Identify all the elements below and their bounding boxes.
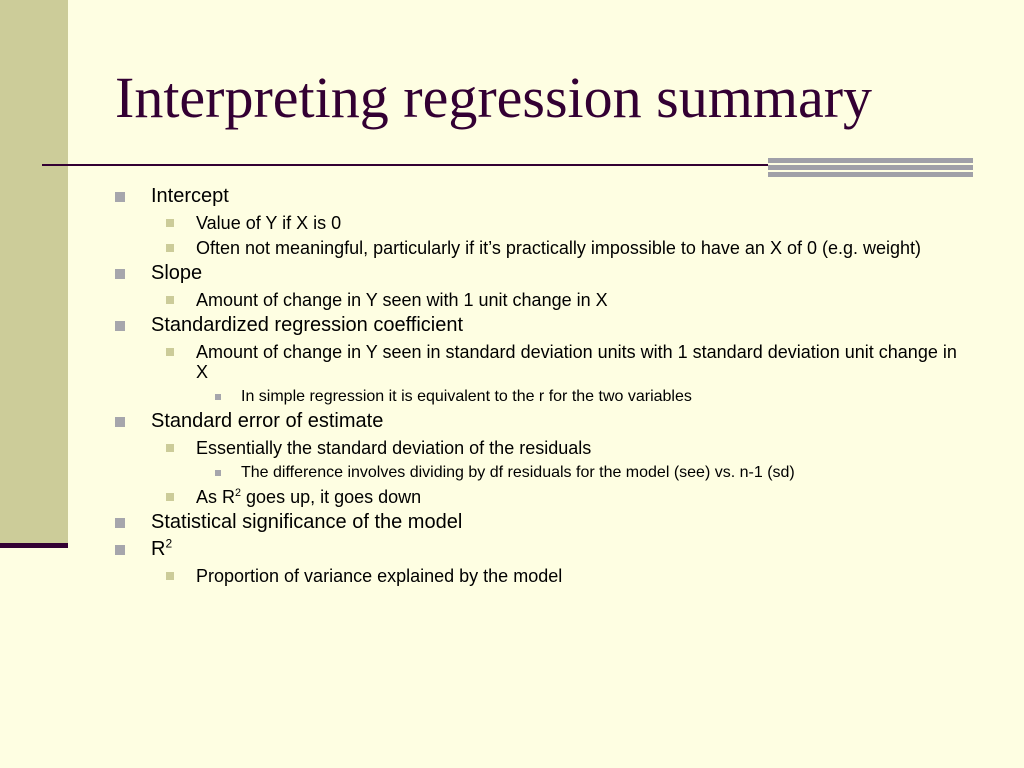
bullet-text-after: goes up, it goes down — [241, 487, 422, 507]
square-bullet-icon — [115, 269, 125, 279]
square-bullet-icon — [166, 572, 174, 580]
bullet-item-level2 — [0, 213, 1024, 233]
bullet-text: In simple regression it is equivalent to the r for the two variables — [241, 388, 692, 405]
bullet-text: Value of Y if X is 0 — [196, 213, 342, 233]
bullet-item-level2 — [0, 238, 1024, 258]
bullet-text: Often not meaningful, particularly if it’s practically impossible to have an X of 0 (e.g. weight) — [196, 238, 922, 258]
bullet-item-level1 — [0, 314, 1024, 337]
bullet-text: Standard error of estimate — [151, 410, 384, 432]
bullet-item-level2 — [0, 487, 1024, 507]
square-bullet-icon — [166, 348, 174, 356]
square-bullet-icon — [115, 545, 125, 555]
bullet-text: Slope — [151, 262, 203, 284]
bullet-item-level3 — [0, 463, 1024, 482]
divider-accent-bars — [768, 158, 973, 179]
bullet-item-level1 — [0, 262, 1024, 285]
square-bullet-icon — [166, 444, 174, 452]
bullet-item-level1 — [0, 410, 1024, 433]
square-bullet-icon — [115, 192, 125, 202]
square-bullet-icon — [166, 244, 174, 252]
bullet-text: Standardized regression coefficient — [151, 314, 464, 336]
bullet-text: The difference involves dividing by df residuals for the model (see) vs. n-1 (sd) — [241, 464, 795, 481]
bullet-text: Essentially the standard deviation of the residuals — [196, 438, 592, 458]
square-bullet-icon — [215, 394, 221, 400]
bullet-item-level1 — [0, 511, 1024, 534]
square-bullet-icon — [115, 518, 125, 528]
title-divider — [42, 164, 768, 166]
square-bullet-icon — [215, 470, 221, 476]
bullet-list — [0, 181, 1024, 586]
superscript: 2 — [235, 487, 242, 499]
bullet-text: Proportion of variance explained by the model — [196, 566, 563, 586]
bullet-item-level2 — [0, 566, 1024, 586]
square-bullet-icon — [166, 296, 174, 304]
bullet-item-level1 — [0, 538, 1024, 561]
bullet-text: As R — [196, 487, 236, 507]
superscript: 2 — [165, 536, 173, 551]
bullet-text: Amount of change in Y seen in standard deviation units with 1 standard deviation unit change in X — [196, 342, 957, 382]
bullet-item-level2 — [0, 290, 1024, 310]
bullet-item-level1 — [0, 185, 1024, 208]
bullet-item-level3 — [0, 387, 1024, 406]
bullet-item-level2 — [0, 438, 1024, 458]
bullet-text: Intercept — [151, 185, 229, 207]
square-bullet-icon — [166, 219, 174, 227]
bullet-text: Statistical significance of the model — [151, 511, 463, 533]
bullet-text: Amount of change in Y seen with 1 unit change in X — [196, 290, 608, 310]
bullet-item-level2 — [0, 342, 1024, 382]
square-bullet-icon — [166, 493, 174, 501]
square-bullet-icon — [115, 417, 125, 427]
slide-title: Interpreting regression summary — [115, 65, 873, 130]
square-bullet-icon — [115, 321, 125, 331]
bullet-text: R — [151, 538, 166, 560]
